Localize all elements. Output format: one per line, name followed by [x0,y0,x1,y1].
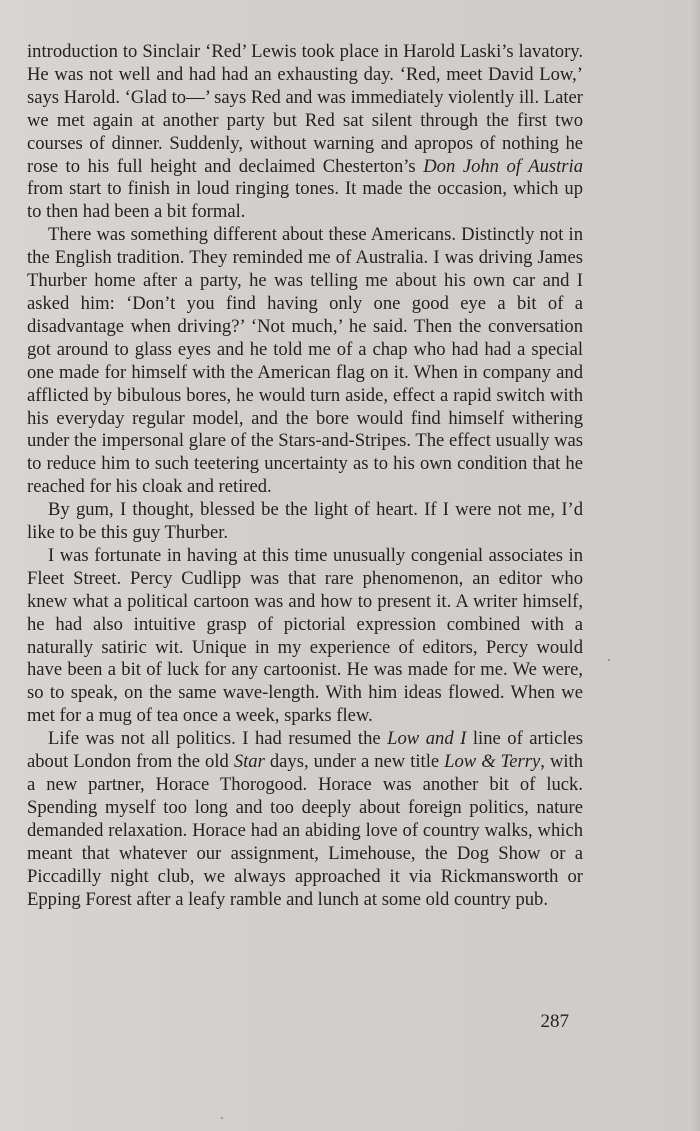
text-segment: Life was not all politics. I had resumed the [48,728,388,750]
paper-speck [221,1117,223,1119]
text-segment-italic: Low and I [387,728,467,750]
page-number: 287 [540,1011,569,1032]
text-segment: By gum, I thought, blessed be the light of heart. If I were not me, I’d like to be this guy Thurber. [27,499,583,544]
paragraph-4 [27,545,583,728]
text-segment: from start to finish in loud ringing tones. It made the occasion, which up to then had been a bit formal. [27,178,583,223]
text-segment: , with a new partner, Horace Thorogood. Horace was another bit of luck. Spending myself too long and too deeply about foreign politics, nature demanded relaxation. Horace had an abiding love of country walks, which meant that whatever our assignment, Limehouse, the Dog Show or a Piccadilly night club, we always approached it via Rickmansworth or Epping Forest after a leafy ramble and lunch at some old country pub. [27,751,583,910]
body-text [27,41,583,911]
paper-speck [608,659,610,661]
text-segment: line of articles about London from the old [27,728,583,773]
paragraph-1 [27,41,583,224]
text-segment: introduction to Sinclair ‘Red’ Lewis took place in Harold Laski’s lavatory. He was not well and had had an exhausting day. ‘Red, meet David Low,’ says Harold. ‘Glad to—’ says Red and was immediately violently ill. Later we met again at another party but Red sat silent through the first two courses of dinner. Suddenly, without warning and apropos of nothing he rose to his full height and declaimed Chesterton’s [27,41,583,177]
text-segment: days, under a new title [264,751,445,773]
text-segment-italic: Don John of Austria [423,155,584,177]
paragraph-5 [27,728,583,911]
page-edge-shadow [690,0,700,1131]
text-segment: There was something different about these Americans. Distinctly not in the English tradition. They reminded me of Australia. I was driving James Thurber home after a party, he was telling me about his own car and I asked him: ‘Don’t you find having only one good eye a bit of a disadvantage when driving?’ ‘Not much,’ he said. Then the conversation got around to glass eyes and he told me of a chap who had had a special one made for himself with the American flag on it. When in company and afflicted by bibulous bores, he would turn aside, effect a rapid switch with his everyday regular model, and the bore would find himself withering under the impersonal glare of the Stars-and-Stripes. The effect usually was to reduce him to such teetering uncertainty as to his own condition that he reached for his cloak and retired. [27,224,583,498]
text-segment-italic: Star [233,751,265,773]
text-segment: I was fortunate in having at this time unusually congenial associates in Fleet Street. Percy Cudlipp was that rare phenomenon, an editor who knew what a political cartoon was and how to present it. A writer himself, he had also intuitive grasp of pictorial expression combined with a naturally satiric wit. Unique in my experience of editors, Percy would have been a bit of luck for any cartoonist. He was made for me. We were, so to speak, on the same wave-length. With him ideas flowed. When we met for a mug of tea once a week, sparks flew. [27,544,583,727]
text-segment-italic: Low & Terry [444,751,541,773]
paragraph-3 [27,499,583,545]
paragraph-2 [27,224,583,499]
